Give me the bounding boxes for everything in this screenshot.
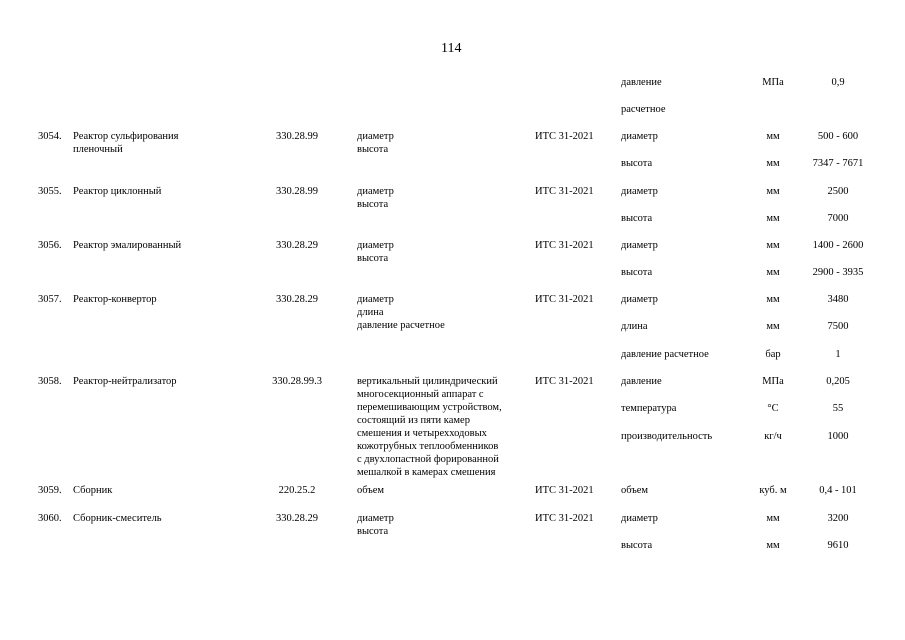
param-name: давление расчетное: [621, 349, 709, 360]
param-value: 0,205: [826, 376, 850, 387]
param-unit: МПа: [762, 77, 784, 88]
param-unit: МПа: [762, 376, 784, 387]
param-unit: куб. м: [759, 485, 787, 496]
param-unit: мм: [766, 513, 780, 524]
param-value: 55: [832, 403, 844, 414]
row-code: 220.25.2: [278, 485, 316, 496]
param-value: 3200: [827, 513, 849, 524]
row-description: смешения и четырехходовых: [357, 428, 487, 439]
row-name: Реактор-конвертор: [73, 294, 157, 305]
param-unit: мм: [766, 131, 780, 142]
param-name: давление: [621, 77, 662, 88]
param-name: диаметр: [621, 294, 658, 305]
row-standard: ИТС 31-2021: [535, 513, 594, 524]
param-value: 0,9: [831, 77, 845, 88]
param-unit: мм: [766, 158, 780, 169]
row-number: 3058.: [38, 376, 62, 387]
row-description: длина: [357, 307, 384, 318]
param-name: температура: [621, 403, 677, 414]
row-code: 330.28.29: [276, 294, 318, 305]
param-name: давление: [621, 376, 662, 387]
row-description: высота: [357, 144, 389, 155]
param-name: объем: [621, 485, 649, 496]
param-name: длина: [621, 321, 648, 332]
param-value: 9610: [827, 540, 849, 551]
param-value: 2500: [827, 186, 849, 197]
param-name: диаметр: [621, 131, 658, 142]
row-name: Реактор-нейтрализатор: [73, 376, 177, 387]
param-unit: мм: [766, 267, 780, 278]
row-standard: ИТС 31-2021: [535, 131, 594, 142]
row-name: Сборник-смеситель: [73, 513, 162, 524]
param-name: высота: [621, 158, 653, 169]
row-description: многосекционный аппарат с: [357, 389, 484, 400]
row-description: высота: [357, 526, 389, 537]
row-name: пленочный: [73, 144, 123, 155]
row-description: вертикальный цилиндрический: [357, 376, 498, 387]
param-unit: °С: [767, 403, 779, 414]
param-value: 0,4 - 101: [819, 485, 857, 496]
row-description: кожотрубных теплообменников: [357, 441, 499, 452]
row-code: 330.28.99.3: [272, 376, 322, 387]
param-name: диаметр: [621, 240, 658, 251]
param-value: 7347 - 7671: [812, 158, 864, 169]
param-unit: мм: [766, 321, 780, 332]
row-name: Сборник: [73, 485, 113, 496]
param-name: расчетное: [621, 104, 666, 115]
row-description: перемешивающим устройством,: [357, 402, 502, 413]
param-unit: мм: [766, 540, 780, 551]
row-number: 3054.: [38, 131, 62, 142]
row-standard: ИТС 31-2021: [535, 485, 594, 496]
row-code: 330.28.99: [276, 131, 318, 142]
row-description: объем: [357, 485, 385, 496]
row-number: 3057.: [38, 294, 62, 305]
row-standard: ИТС 31-2021: [535, 240, 594, 251]
row-number: 3060.: [38, 513, 62, 524]
param-name: диаметр: [621, 186, 658, 197]
param-name: высота: [621, 213, 653, 224]
row-standard: ИТС 31-2021: [535, 186, 594, 197]
row-description: высота: [357, 199, 389, 210]
param-unit: мм: [766, 186, 780, 197]
param-value: 1400 - 2600: [812, 240, 864, 251]
row-code: 330.28.29: [276, 513, 318, 524]
row-description: мешалкой в камерах смешения: [357, 467, 496, 478]
param-name: производительность: [621, 431, 713, 442]
param-name: высота: [621, 267, 653, 278]
param-value: 7500: [827, 321, 849, 332]
row-description: с двухлопастной форированной: [357, 454, 499, 465]
row-number: 3059.: [38, 485, 62, 496]
row-description: давление расчетное: [357, 320, 445, 331]
param-name: высота: [621, 540, 653, 551]
row-code: 330.28.29: [276, 240, 318, 251]
param-unit: кг/ч: [764, 431, 782, 442]
param-value: 7000: [827, 213, 849, 224]
row-name: Реактор циклонный: [73, 186, 162, 197]
page-number: 114: [441, 41, 462, 56]
param-unit: мм: [766, 294, 780, 305]
row-description: диаметр: [357, 240, 394, 251]
row-code: 330.28.99: [276, 186, 318, 197]
param-value: 3480: [827, 294, 849, 305]
row-standard: ИТС 31-2021: [535, 294, 594, 305]
param-value: 2900 - 3935: [812, 267, 864, 278]
row-number: 3055.: [38, 186, 62, 197]
row-description: состоящий из пяти камер: [357, 415, 470, 426]
row-description: диаметр: [357, 294, 394, 305]
row-name: Реактор эмалированный: [73, 240, 182, 251]
param-name: диаметр: [621, 513, 658, 524]
param-unit: бар: [765, 349, 781, 360]
row-description: высота: [357, 253, 389, 264]
param-value: 1: [835, 349, 841, 360]
param-value: 500 - 600: [817, 131, 859, 142]
param-value: 1000: [827, 431, 849, 442]
row-description: диаметр: [357, 186, 394, 197]
param-unit: мм: [766, 240, 780, 251]
row-description: диаметр: [357, 513, 394, 524]
row-name: Реактор сульфирования: [73, 131, 179, 142]
row-number: 3056.: [38, 240, 62, 251]
row-standard: ИТС 31-2021: [535, 376, 594, 387]
param-unit: мм: [766, 213, 780, 224]
row-description: диаметр: [357, 131, 394, 142]
